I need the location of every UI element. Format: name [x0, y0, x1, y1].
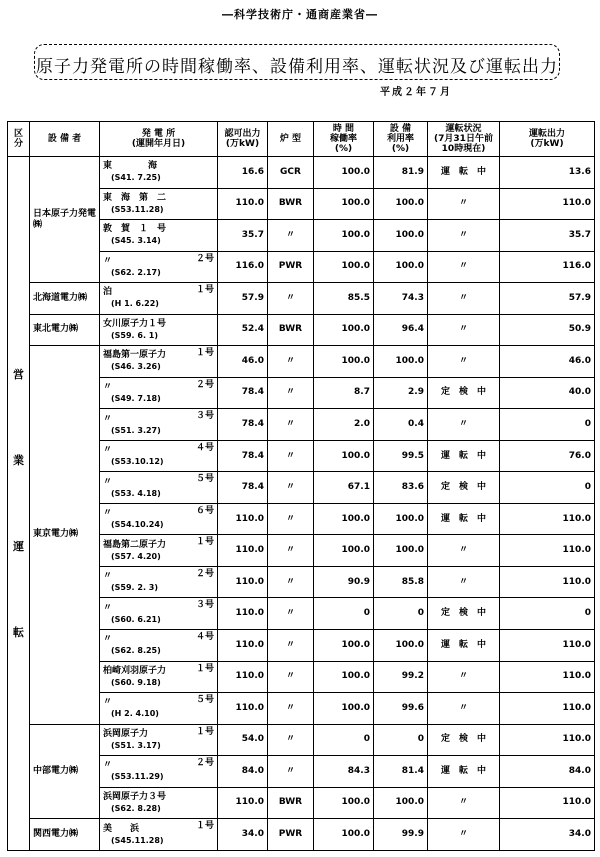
plant-cell: [100, 409, 218, 441]
time-rate-cell: 0: [314, 598, 374, 630]
plant-date: (S53.11.29): [111, 772, 164, 782]
reactor-cell: BWR: [268, 314, 314, 346]
time-rate-cell: 100.0: [314, 346, 374, 378]
plant-unit: ５号: [195, 474, 214, 485]
reactor-cell: GCR: [268, 157, 314, 189]
output-cell: 116.0: [500, 251, 595, 283]
plant-cell: [100, 819, 218, 851]
plant-name: 美 浜: [103, 823, 140, 834]
time-rate-cell: 100.0: [314, 251, 374, 283]
facility-rate-cell: 74.3: [374, 283, 428, 315]
plant-unit: ２号: [195, 379, 214, 390]
status-cell: 〃: [428, 220, 500, 252]
reactor-cell: BWR: [268, 787, 314, 819]
plant-unit: ３号: [195, 411, 214, 422]
plant-date: (S54.10.24): [111, 520, 164, 530]
plant-cell: [100, 503, 218, 535]
plant-cell: [100, 472, 218, 504]
output-cell: 13.6: [500, 157, 595, 189]
plant-cell: [100, 346, 218, 378]
time-rate-cell: 100.0: [314, 157, 374, 189]
facility-rate-cell: 100.0: [374, 629, 428, 661]
plant-name: 〃: [103, 697, 113, 708]
plant-cell: [100, 188, 218, 220]
output-cell: 76.0: [500, 440, 595, 472]
capacity-cell: 78.4: [218, 440, 268, 472]
plant-date: (S46. 3.26): [111, 362, 161, 372]
output-cell: 110.0: [500, 724, 595, 756]
capacity-cell: 110.0: [218, 693, 268, 725]
table-row: [8, 346, 595, 378]
time-rate-cell: 67.1: [314, 472, 374, 504]
plant-table: [7, 121, 595, 851]
category-char: 運: [13, 539, 24, 553]
output-cell: 0: [500, 598, 595, 630]
reactor-cell: BWR: [268, 188, 314, 220]
plant-name: 福島第二原子力: [103, 539, 167, 550]
plant-name: 〃: [103, 476, 113, 487]
table-header-row: [8, 122, 595, 157]
output-cell: 84.0: [500, 756, 595, 788]
plant-name: 〃: [103, 255, 113, 266]
plant-date: (S53. 4.18): [111, 488, 161, 498]
plant-cell: [100, 787, 218, 819]
plant-cell: [100, 661, 218, 693]
owner-cell: 関西電力㈱: [30, 819, 100, 851]
output-cell: 110.0: [500, 629, 595, 661]
category-char: 営: [13, 367, 24, 381]
plant-cell: [100, 283, 218, 315]
plant-name: 〃: [103, 381, 113, 392]
capacity-cell: 34.0: [218, 819, 268, 851]
plant-cell: [100, 440, 218, 472]
plant-name: 泊: [103, 287, 113, 298]
category-char: 業: [13, 453, 24, 467]
reactor-cell: 〃: [268, 535, 314, 567]
status-cell: 〃: [428, 188, 500, 220]
owner-cell: 東北電力㈱: [30, 314, 100, 346]
owner-cell: 日本原子力発電㈱: [30, 157, 100, 283]
output-cell: 40.0: [500, 377, 595, 409]
page-title: 原子力発電所の時間稼働率、設備利用率、運転状況及び運転出力: [36, 57, 558, 77]
plant-date: (S51. 3.17): [111, 740, 161, 750]
capacity-cell: 78.4: [218, 472, 268, 504]
col-output: 運転出力 (万kW): [500, 122, 595, 157]
status-cell: 〃: [428, 283, 500, 315]
plant-date: (S41. 7.25): [111, 173, 161, 183]
facility-rate-cell: 81.9: [374, 157, 428, 189]
output-cell: 110.0: [500, 503, 595, 535]
plant-name: 〃: [103, 760, 113, 771]
capacity-cell: 35.7: [218, 220, 268, 252]
time-rate-cell: 100.0: [314, 188, 374, 220]
plant-unit: １号: [195, 821, 214, 832]
facility-rate-cell: 0: [374, 598, 428, 630]
title-box: [34, 44, 560, 80]
col-plant: 発 電 所 (運開年月日): [100, 122, 218, 157]
status-cell: 運 転 中: [428, 440, 500, 472]
output-cell: 0: [500, 472, 595, 504]
col-time-rate: 時 間 稼働率 (%): [314, 122, 374, 157]
plant-cell: [100, 566, 218, 598]
plant-date: (S49. 7.18): [111, 393, 161, 403]
plant-name: 柏崎刈羽原子力: [103, 665, 167, 676]
col-reactor: 炉 型: [268, 122, 314, 157]
status-cell: 定 検 中: [428, 472, 500, 504]
facility-rate-cell: 0: [374, 724, 428, 756]
capacity-cell: 57.9: [218, 283, 268, 315]
plant-unit: ２号: [195, 568, 214, 579]
facility-rate-cell: 85.8: [374, 566, 428, 598]
reactor-cell: 〃: [268, 472, 314, 504]
facility-rate-cell: 96.4: [374, 314, 428, 346]
time-rate-cell: 90.9: [314, 566, 374, 598]
output-cell: 57.9: [500, 283, 595, 315]
table-row: [8, 314, 595, 346]
plant-cell: [100, 220, 218, 252]
plant-cell: [100, 157, 218, 189]
reactor-cell: 〃: [268, 756, 314, 788]
status-cell: 〃: [428, 409, 500, 441]
capacity-cell: 110.0: [218, 566, 268, 598]
facility-rate-cell: 100.0: [374, 535, 428, 567]
facility-rate-cell: 99.6: [374, 693, 428, 725]
plant-unit: ４号: [195, 631, 214, 642]
time-rate-cell: 100.0: [314, 693, 374, 725]
time-rate-cell: 0: [314, 724, 374, 756]
plant-name: 〃: [103, 413, 113, 424]
status-cell: 〃: [428, 566, 500, 598]
time-rate-cell: 8.7: [314, 377, 374, 409]
status-cell: 運 転 中: [428, 756, 500, 788]
output-cell: 50.9: [500, 314, 595, 346]
output-cell: 110.0: [500, 693, 595, 725]
plant-name: 〃: [103, 602, 113, 613]
plant-date: (S59. 2. 3): [111, 583, 158, 593]
plant-unit: １号: [195, 537, 214, 548]
time-rate-cell: 85.5: [314, 283, 374, 315]
plant-unit: ５号: [195, 695, 214, 706]
facility-rate-cell: 99.5: [374, 440, 428, 472]
plant-date: (H 1. 6.22): [111, 299, 159, 309]
plant-unit: １号: [195, 663, 214, 674]
capacity-cell: 110.0: [218, 503, 268, 535]
table-row: [8, 157, 595, 189]
plant-unit: １号: [195, 726, 214, 737]
time-rate-cell: 100.0: [314, 629, 374, 661]
status-cell: 〃: [428, 346, 500, 378]
plant-name: 〃: [103, 634, 113, 645]
facility-rate-cell: 99.2: [374, 661, 428, 693]
capacity-cell: 52.4: [218, 314, 268, 346]
plant-cell: [100, 535, 218, 567]
plant-cell: [100, 377, 218, 409]
plant-name: 東 海: [103, 161, 158, 172]
capacity-cell: 110.0: [218, 598, 268, 630]
reactor-cell: 〃: [268, 629, 314, 661]
output-cell: 110.0: [500, 787, 595, 819]
output-cell: 110.0: [500, 661, 595, 693]
time-rate-cell: 100.0: [314, 314, 374, 346]
status-cell: 定 検 中: [428, 598, 500, 630]
owner-cell: 東京電力㈱: [30, 346, 100, 724]
plant-unit: １号: [195, 348, 214, 359]
plant-unit: ２号: [195, 758, 214, 769]
plant-date: (S45.11.28): [111, 835, 164, 845]
status-cell: 定 検 中: [428, 377, 500, 409]
plant-name: 〃: [103, 571, 113, 582]
capacity-cell: 78.4: [218, 409, 268, 441]
capacity-cell: 110.0: [218, 629, 268, 661]
time-rate-cell: 100.0: [314, 661, 374, 693]
capacity-cell: 110.0: [218, 535, 268, 567]
status-cell: 運 転 中: [428, 157, 500, 189]
time-rate-cell: 100.0: [314, 440, 374, 472]
plant-unit: １号: [195, 285, 214, 296]
reactor-cell: 〃: [268, 283, 314, 315]
status-cell: 〃: [428, 661, 500, 693]
plant-name: 福島第一原子力: [103, 350, 167, 361]
capacity-cell: 54.0: [218, 724, 268, 756]
col-category: 区分: [8, 122, 30, 157]
reactor-cell: 〃: [268, 566, 314, 598]
plant-name: 女川原子力１号: [103, 318, 167, 329]
reactor-cell: 〃: [268, 598, 314, 630]
plant-name: 浜岡原子力３号: [103, 791, 167, 802]
output-cell: 0: [500, 409, 595, 441]
category-char: 転: [13, 625, 24, 639]
output-cell: 110.0: [500, 188, 595, 220]
plant-date: (S60. 9.18): [111, 677, 161, 687]
output-cell: 110.0: [500, 535, 595, 567]
category-cell: [8, 157, 30, 851]
plant-name: 敦 賀 １ 号: [103, 224, 167, 235]
status-cell: 〃: [428, 535, 500, 567]
plant-cell: [100, 251, 218, 283]
col-status: 運転状況 (7月31日午前10時現在): [428, 122, 500, 157]
owner-cell: 中部電力㈱: [30, 724, 100, 819]
reactor-cell: 〃: [268, 661, 314, 693]
table-row: [8, 283, 595, 315]
plant-name: 〃: [103, 508, 113, 519]
plant-unit: ２号: [195, 253, 214, 264]
time-rate-cell: 100.0: [314, 787, 374, 819]
status-cell: 運 転 中: [428, 629, 500, 661]
reactor-cell: PWR: [268, 251, 314, 283]
facility-rate-cell: 81.4: [374, 756, 428, 788]
reactor-cell: 〃: [268, 220, 314, 252]
facility-rate-cell: 100.0: [374, 503, 428, 535]
col-owner: 設 備 者: [30, 122, 100, 157]
plant-unit: ４号: [195, 442, 214, 453]
time-rate-cell: 84.3: [314, 756, 374, 788]
plant-date: (S62. 8.25): [111, 646, 161, 656]
capacity-cell: 46.0: [218, 346, 268, 378]
reactor-cell: PWR: [268, 819, 314, 851]
time-rate-cell: 100.0: [314, 819, 374, 851]
plant-date: (S59. 6. 1): [111, 330, 158, 340]
plant-date: (S53.11.28): [111, 204, 164, 214]
plant-cell: [100, 724, 218, 756]
date-line: 平成２年７月: [380, 87, 452, 98]
output-cell: 46.0: [500, 346, 595, 378]
capacity-cell: 78.4: [218, 377, 268, 409]
status-cell: 〃: [428, 787, 500, 819]
reactor-cell: 〃: [268, 346, 314, 378]
reactor-cell: 〃: [268, 503, 314, 535]
table-row: [8, 819, 595, 851]
facility-rate-cell: 83.6: [374, 472, 428, 504]
plant-date: (S57. 4.20): [111, 551, 161, 561]
reactor-cell: 〃: [268, 440, 314, 472]
reactor-cell: 〃: [268, 377, 314, 409]
capacity-cell: 84.0: [218, 756, 268, 788]
facility-rate-cell: 2.9: [374, 377, 428, 409]
reactor-cell: 〃: [268, 409, 314, 441]
time-rate-cell: 100.0: [314, 535, 374, 567]
plant-date: (S45. 3.14): [111, 236, 161, 246]
time-rate-cell: 2.0: [314, 409, 374, 441]
facility-rate-cell: 100.0: [374, 220, 428, 252]
reactor-cell: 〃: [268, 693, 314, 725]
facility-rate-cell: 100.0: [374, 251, 428, 283]
facility-rate-cell: 100.0: [374, 346, 428, 378]
capacity-cell: 110.0: [218, 188, 268, 220]
plant-cell: [100, 314, 218, 346]
plant-date: (H 2. 4.10): [111, 709, 159, 719]
status-cell: 〃: [428, 314, 500, 346]
status-cell: 〃: [428, 693, 500, 725]
facility-rate-cell: 100.0: [374, 787, 428, 819]
plant-date: (S62. 2.17): [111, 267, 161, 277]
time-rate-cell: 100.0: [314, 220, 374, 252]
output-cell: 34.0: [500, 819, 595, 851]
capacity-cell: 16.6: [218, 157, 268, 189]
capacity-cell: 110.0: [218, 787, 268, 819]
plant-name: 浜岡原子力: [103, 728, 149, 739]
plant-date: (S51. 3.27): [111, 425, 161, 435]
status-cell: 〃: [428, 251, 500, 283]
capacity-cell: 110.0: [218, 661, 268, 693]
reactor-cell: 〃: [268, 724, 314, 756]
status-cell: 定 検 中: [428, 724, 500, 756]
output-cell: 35.7: [500, 220, 595, 252]
plant-name: 〃: [103, 445, 113, 456]
plant-date: (S53.10.12): [111, 457, 164, 467]
col-capacity: 認可出力 (万kW): [218, 122, 268, 157]
status-cell: 〃: [428, 819, 500, 851]
capacity-cell: 116.0: [218, 251, 268, 283]
output-cell: 110.0: [500, 566, 595, 598]
plant-cell: [100, 756, 218, 788]
plant-date: (S62. 8.28): [111, 803, 161, 813]
facility-rate-cell: 99.9: [374, 819, 428, 851]
plant-cell: [100, 598, 218, 630]
owner-cell: 北海道電力㈱: [30, 283, 100, 315]
plant-cell: [100, 693, 218, 725]
col-facility-rate: 設 備 利用率 (%): [374, 122, 428, 157]
facility-rate-cell: 100.0: [374, 188, 428, 220]
plant-name: 東 海 第 二: [103, 192, 167, 203]
plant-date: (S60. 6.21): [111, 614, 161, 624]
status-cell: 運 転 中: [428, 503, 500, 535]
time-rate-cell: 100.0: [314, 503, 374, 535]
plant-unit: ３号: [195, 600, 214, 611]
facility-rate-cell: 0.4: [374, 409, 428, 441]
table-row: [8, 724, 595, 756]
plant-unit: ６号: [195, 505, 214, 516]
agency-header: ―科学技術庁・通商産業省―: [222, 8, 378, 21]
plant-cell: [100, 629, 218, 661]
